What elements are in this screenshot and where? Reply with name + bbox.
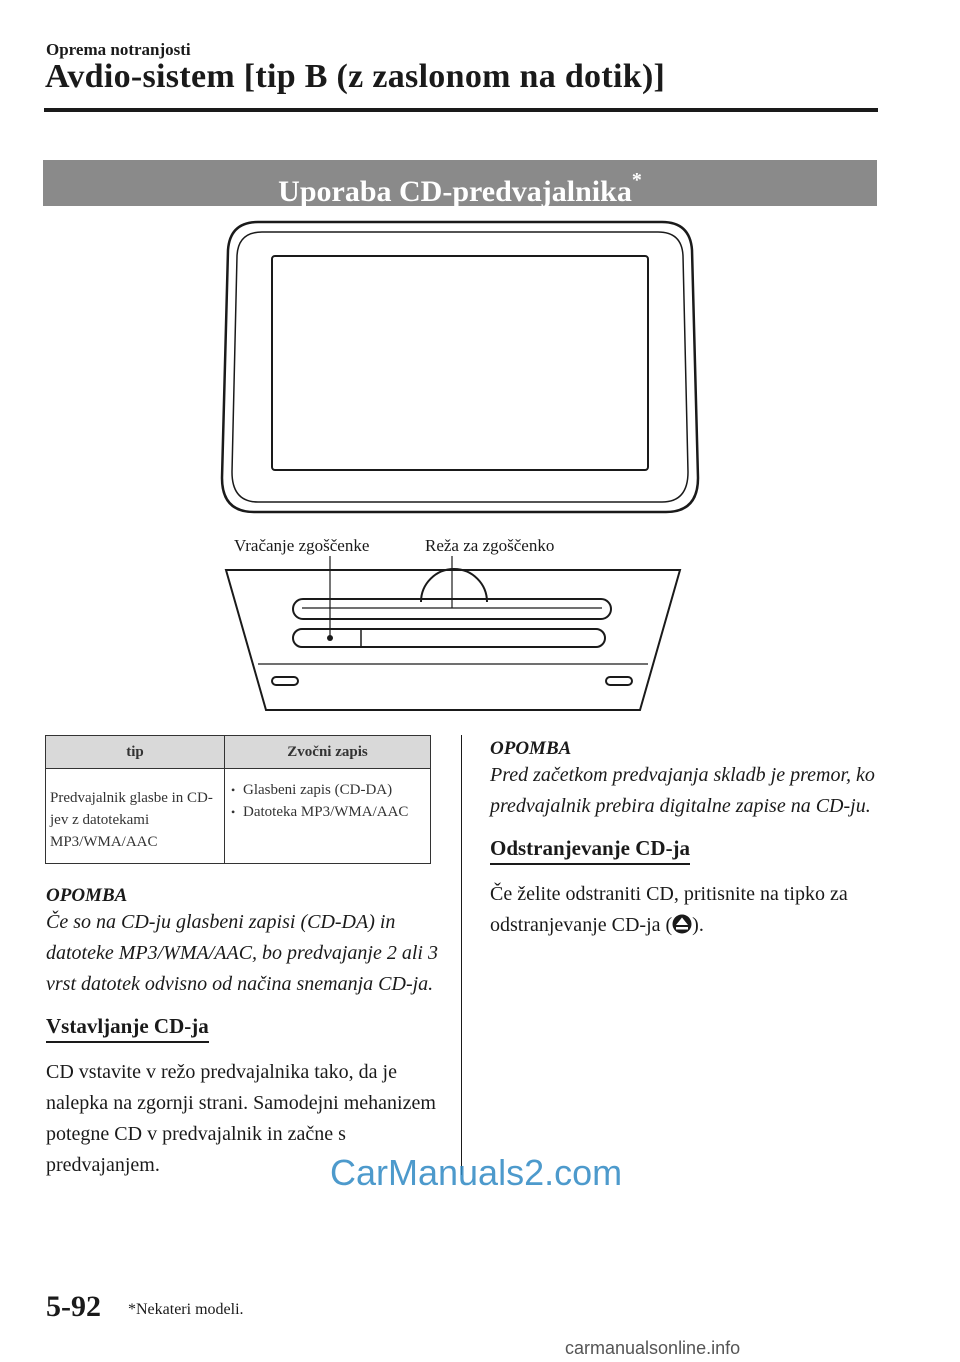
note-text: Pred začetkom predvajanja skladb je premor, ko predvajalnik prebira digitalne zapise na CD-ju. <box>490 764 875 817</box>
eject-icon <box>672 914 692 934</box>
section-label: Oprema notranjosti <box>46 40 191 59</box>
table-cell-type: Predvajalnik glasbe in CD-jev z datotekami MP3/WMA/AAC <box>46 769 225 864</box>
insert-cd-heading: Vstavljanje CD-ja <box>46 1014 209 1043</box>
right-column <box>490 738 890 941</box>
table-cell-formats <box>225 769 431 864</box>
table-row <box>46 769 431 864</box>
format-table <box>45 735 431 864</box>
watermark: CarManuals2.com <box>330 1152 623 1193</box>
eject-text-before: Če želite odstraniti CD, pritisnite na tipko za odstranjevanje CD-ja ( <box>490 883 848 936</box>
cd-unit <box>226 569 680 710</box>
note-title: OPOMBA <box>46 885 128 906</box>
chapter-title: Avdio-sistem [tip B (z zaslonom na dotik)] <box>45 58 666 95</box>
table-header-type: tip <box>46 736 225 769</box>
format-item: • Glasbeni zapis (CD-DA) <box>229 779 426 801</box>
insert-cd-text: CD vstavite v režo predvajalnika tako, da je nalepka na zgornji strani. Samodejni mehanizem potegne CD v predvajalnik in začne s predvajanjem. <box>46 1061 436 1176</box>
banner-title: Uporaba CD-predvajalnika <box>278 175 632 208</box>
left-column <box>46 885 446 1181</box>
eject-button-marker <box>327 635 333 641</box>
site-watermark: carmanualsonline.info <box>565 1338 741 1358</box>
slot-label: Reža za zgoščenko <box>425 536 555 555</box>
touchscreen-display <box>222 222 698 512</box>
column-divider <box>461 735 462 1175</box>
format-item: • Datoteka MP3/WMA/AAC <box>229 801 426 823</box>
eject-label: Vračanje zgoščenke <box>234 536 370 555</box>
note-text: Če so na CD-ju glasbeni zapisi (CD-DA) in datoteke MP3/WMA/AAC, bo predvajanje 2 ali 3 vrst datotek odvisno od načina snemanja CD-ja. <box>46 911 438 995</box>
banner-asterisk: * <box>631 169 642 191</box>
table-header-row <box>46 736 431 769</box>
note-title: OPOMBA <box>490 738 572 759</box>
eject-cd-text <box>490 879 890 941</box>
page-number: 5-92 <box>46 1290 101 1323</box>
eject-text-after: ). <box>692 914 704 936</box>
footnote: *Nekateri modeli. <box>128 1301 244 1318</box>
eject-cd-heading: Odstranjevanje CD-ja <box>490 836 690 865</box>
table-header-format: Zvočni zapis <box>225 736 431 769</box>
